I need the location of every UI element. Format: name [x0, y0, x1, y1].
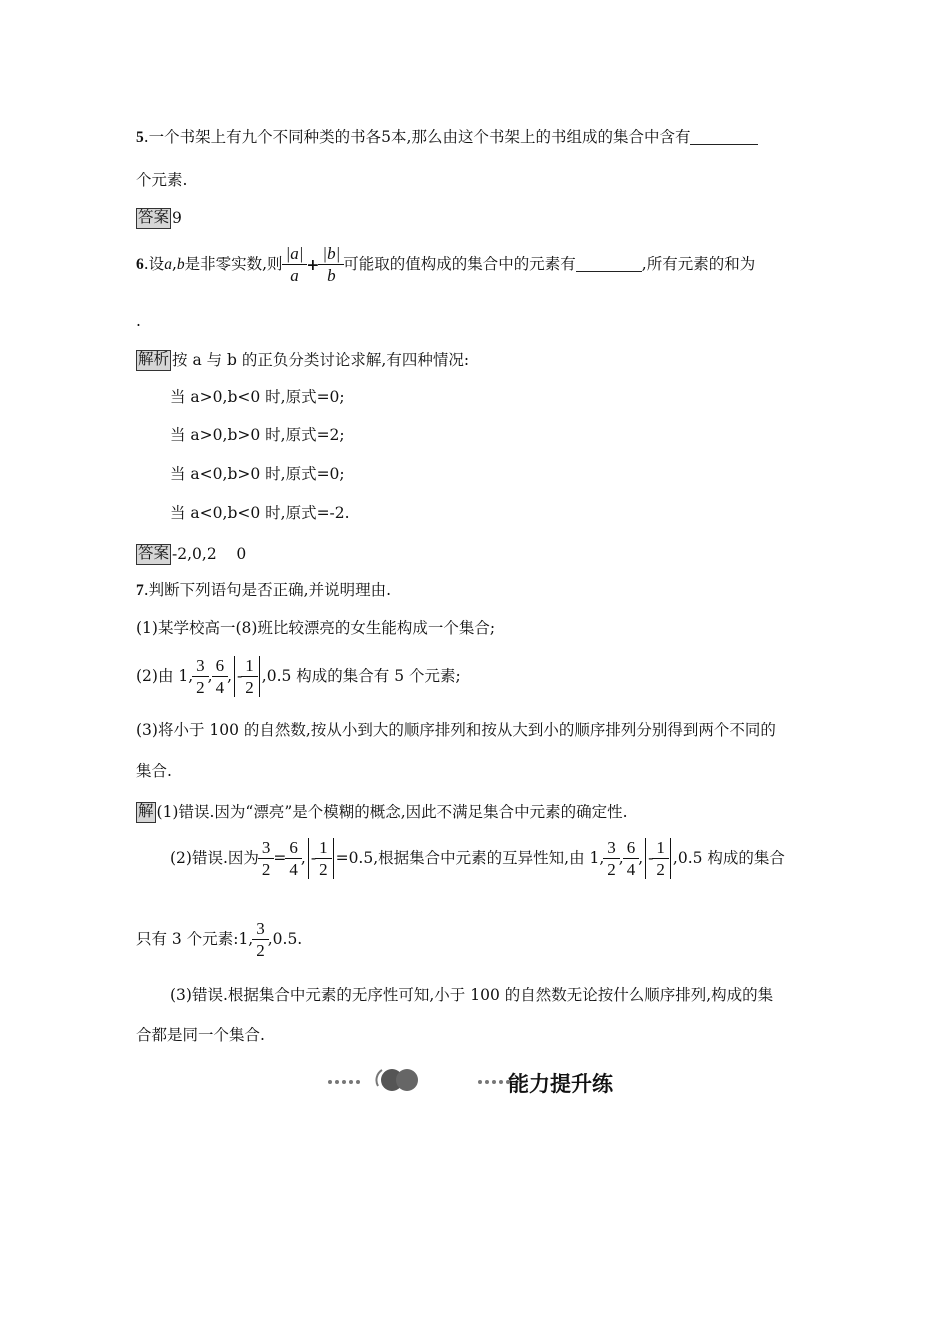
q7-solution-3-cont	[136, 1028, 265, 1044]
case-text: 当 a>0,b>0 时,原式=2;	[170, 426, 345, 444]
q5-text-a: .一个书架上有九个不同种类的书各5本,那么由这个书架上的书组成的集合中含有	[143, 128, 691, 146]
q7-solution-1	[136, 802, 628, 823]
q7-item-2	[136, 656, 461, 697]
var-a: a	[164, 255, 172, 273]
fraction-numerator: 3	[607, 838, 616, 857]
fraction-numerator: 6	[626, 838, 636, 857]
q6-number: 6	[136, 255, 144, 273]
fraction-numerator: 6	[289, 838, 298, 857]
fraction-denominator: b	[318, 264, 344, 284]
q7-text: .判断下列语句是否正确,并说明理由.	[143, 581, 392, 599]
comma: ,	[171, 254, 177, 273]
fraction-denominator: 2	[652, 858, 669, 878]
q6-case-2	[170, 428, 345, 444]
fraction-denominator: 2	[258, 858, 275, 878]
case-text: 当 a<0,b>0 时,原式=0;	[170, 465, 345, 483]
separator: ,	[638, 848, 644, 867]
q6-answer-line	[136, 544, 246, 565]
q6-analysis: 按 a 与 b 的正负分类讨论求解,有四种情况:	[172, 350, 470, 369]
separator: ,	[300, 848, 306, 867]
q6-answer: -2,0,2 0	[172, 544, 247, 563]
absolute-value-neg-half	[645, 838, 671, 879]
q7-item-3	[136, 723, 776, 739]
fraction-numerator: |b|	[322, 244, 341, 263]
fraction-numerator: 1	[656, 838, 665, 857]
fraction-denominator: 2	[603, 858, 620, 878]
q6-line-2	[136, 314, 141, 330]
answer-tag: 答案	[136, 544, 171, 565]
item-text: (2)由 1,	[136, 666, 194, 685]
fraction-3-2	[194, 657, 207, 696]
fraction-numerator: 1	[245, 656, 254, 675]
equals-sign: =	[273, 848, 287, 867]
item-text: (3)将小于 100 的自然数,按从小到大的顺序排列和按从大到小的顺序排列分别得到两个不同的	[136, 721, 776, 739]
fraction-denominator: 4	[212, 676, 229, 696]
fraction-6-4	[214, 657, 227, 696]
q6-text-c: 可能取的值构成的集合中的元素有	[343, 254, 576, 273]
absolute-value-neg-half	[234, 656, 260, 697]
q6-text-e: .	[136, 312, 141, 330]
q5-text-b: 个元素.	[136, 171, 188, 189]
item-text: 集合.	[136, 762, 172, 780]
fraction-6-4	[287, 839, 300, 878]
fraction-numerator: 3	[261, 838, 271, 857]
var-b: b	[176, 255, 185, 273]
q5-line-2	[136, 173, 187, 189]
solution-text: 只有 3 个元素:1,	[136, 929, 254, 948]
fraction-abs-b-over-b	[320, 245, 342, 284]
fraction-abs-a-over-a	[284, 245, 306, 284]
fraction-3-2	[254, 920, 267, 959]
q6-text-d: ,所有元素的和为	[641, 254, 756, 273]
q5-blank	[690, 130, 758, 145]
q6-blank-1	[576, 257, 642, 272]
plus-sign: +	[306, 254, 320, 274]
q5-line-1	[136, 130, 758, 146]
solution-text: (2)错误.因为	[170, 848, 259, 867]
q5-answer: 9	[172, 208, 182, 227]
solution-text: =0.5,根据集合中元素的互异性知,由 1,	[335, 848, 605, 867]
separator: ,	[227, 666, 233, 685]
q6-case-4	[170, 506, 350, 522]
dots-decoration-left	[328, 1080, 360, 1084]
case-text: 当 a>0,b<0 时,原式=0;	[170, 388, 345, 406]
absolute-value-neg-half	[308, 838, 334, 879]
answer-tag: 答案	[136, 208, 171, 229]
fraction-numerator: 3	[256, 919, 265, 938]
fraction-numerator: 6	[215, 656, 225, 675]
solution-text: (3)错误.根据集合中元素的无序性可知,小于 100 的自然数无论按什么顺序排列,构成的集	[170, 986, 774, 1004]
q7-solution-3	[170, 988, 773, 1004]
fraction-denominator: 4	[623, 858, 640, 878]
q6-analysis-line	[136, 350, 469, 371]
fraction-numerator: 3	[196, 656, 205, 675]
fraction-denominator: 2	[192, 676, 209, 696]
fraction-numerator: 1	[319, 838, 328, 857]
q7-number: 7	[136, 582, 144, 599]
fraction-denominator: 4	[285, 858, 302, 878]
section-header	[320, 1064, 640, 1098]
dots-decoration-right	[478, 1080, 510, 1084]
analysis-tag: 解析	[136, 350, 171, 371]
q6-line-1	[136, 245, 755, 284]
q7-solution-2	[170, 838, 785, 879]
q6-case-1	[170, 390, 345, 406]
q7-line	[136, 583, 391, 599]
circles-icon	[372, 1064, 422, 1096]
solution-text: ,0.5 构成的集合	[672, 848, 785, 867]
section-title: 能力提升练	[508, 1072, 613, 1096]
q6-case-3	[170, 467, 345, 483]
fraction-denominator: 2	[252, 939, 269, 959]
separator: ,	[207, 666, 213, 685]
q7-item-1	[136, 621, 495, 637]
item-text: (1)某学校高一(8)班比较漂亮的女生能构成一个集合;	[136, 619, 496, 637]
solution-text: (1)错误.因为“漂亮”是个模糊的概念,因此不满足集合中元素的确定性.	[156, 802, 628, 821]
item-text: ,0.5 构成的集合有 5 个元素;	[261, 666, 461, 685]
q7-item-3-cont	[136, 764, 172, 780]
fraction-denominator: 2	[241, 676, 258, 696]
fraction-denominator: a	[282, 264, 308, 284]
solution-text: 合都是同一个集合.	[136, 1026, 265, 1044]
fraction-denominator: 2	[315, 858, 332, 878]
case-text: 当 a<0,b<0 时,原式=-2.	[170, 504, 350, 522]
fraction-3-2	[260, 839, 273, 878]
q5-answer-line	[136, 208, 182, 229]
fraction-6-4	[625, 839, 638, 878]
solution-text: ,0.5.	[267, 929, 303, 948]
fraction-1-2	[654, 839, 667, 878]
fraction-numerator: |a|	[285, 244, 304, 263]
q7-solution-2-cont	[136, 920, 302, 959]
minus-sign: -	[237, 666, 243, 685]
q5-number: 5	[136, 129, 144, 146]
fraction-1-2	[243, 657, 256, 696]
solution-tag: 解	[136, 802, 156, 823]
minus-sign: -	[648, 848, 654, 867]
fraction-1-2	[317, 839, 330, 878]
separator: ,	[618, 848, 624, 867]
fraction-3-2	[605, 839, 618, 878]
q6-text-a: .设	[143, 254, 165, 273]
q6-text-b: 是非零实数,则	[184, 254, 283, 273]
minus-sign: -	[310, 848, 317, 867]
